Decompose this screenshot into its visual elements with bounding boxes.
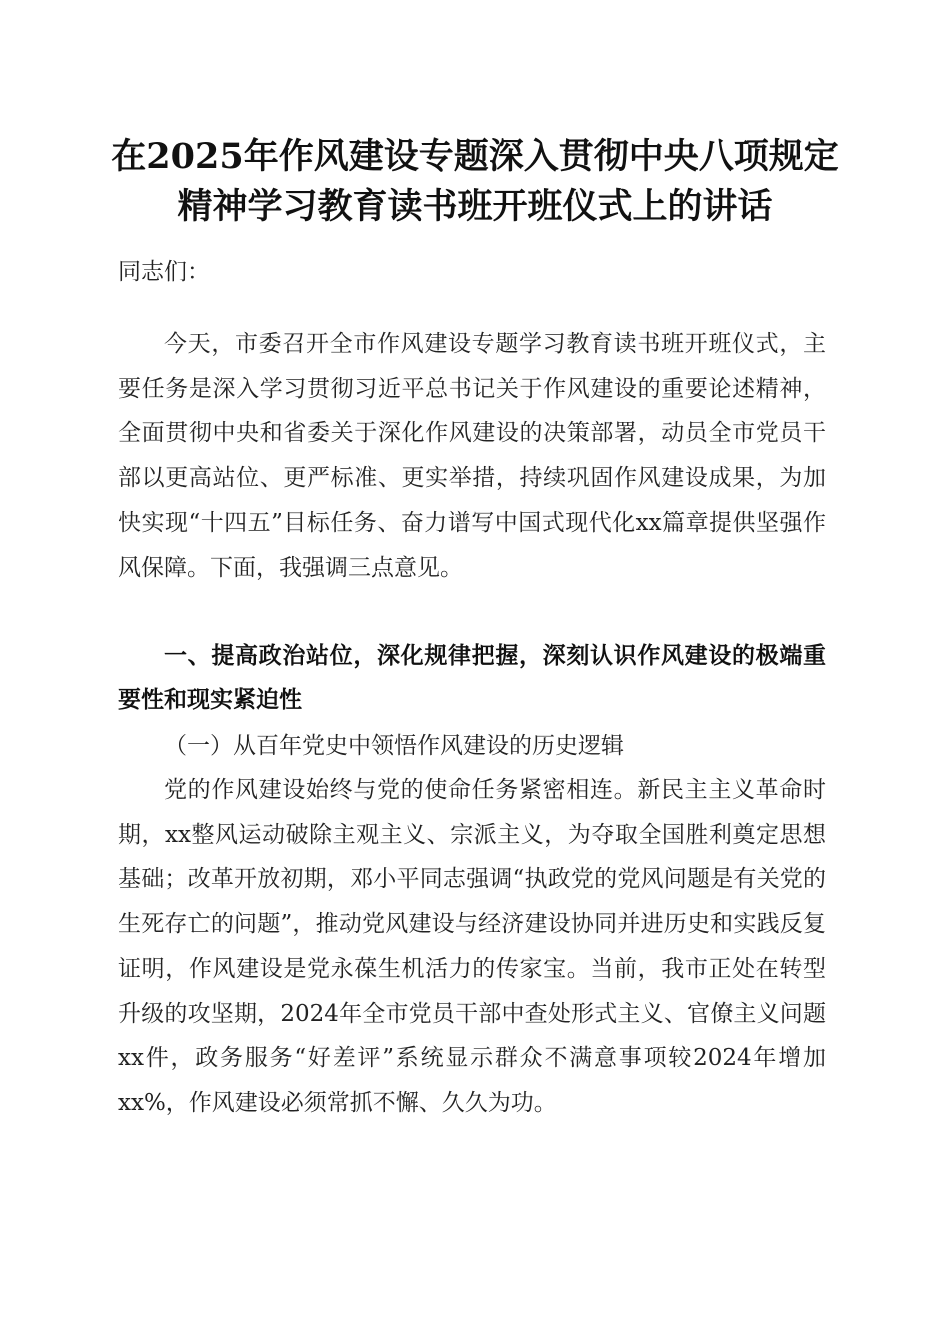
greeting: 同志们： xyxy=(118,259,210,285)
document-title: 在2025年作风建设专题深入贯彻中央八项规定精神学习教育读书班开班仪式上的讲话 xyxy=(111,136,839,227)
subsection-heading-1: （一）从百年党史中领悟作风建设的历史逻辑 xyxy=(164,733,624,759)
paragraph-intro: 今天，市委召开全市作风建设专题学习教育读书班开班仪式，主要任务是深入学习贯彻习近平总书记关于作风建设的重要论述精神，全面贯彻中央和省委关于深化作风建设的决策部署，动员全市党员干部以更高站位、更严标准、更实举措，持续巩固作风建设成果，为加快实现“十四五”目标任务、奋力谱写中国式现代化xx篇章提供坚强作风保障。下面，我强调三点意见。 xyxy=(118,331,826,581)
section-heading-1: 一、提高政治站位，深化规律把握，深刻认识作风建设的极端重要性和现实紧迫性 xyxy=(118,643,826,713)
paragraph-history: 党的作风建设始终与党的使命任务紧密相连。新民主主义革命时期，xx整风运动破除主观主义、宗派主义，为夺取全国胜利奠定思想基础；改革开放初期，邓小平同志强调“执政党的党风问题是有关党的生死存亡的问题”，推动党风建设与经济建设协同并进历史和实践反复证明，作风建设是党永葆生机活力的传家宝。当前，我市正处在转型升级的攻坚期，2024年全市党员干部中查处形式主义、官僚主义问题xx件，政务服务“好差评”系统显示群众不满意事项较2024年增加xx%，作风建设必须常抓不懈、久久为功。 xyxy=(118,777,826,1116)
